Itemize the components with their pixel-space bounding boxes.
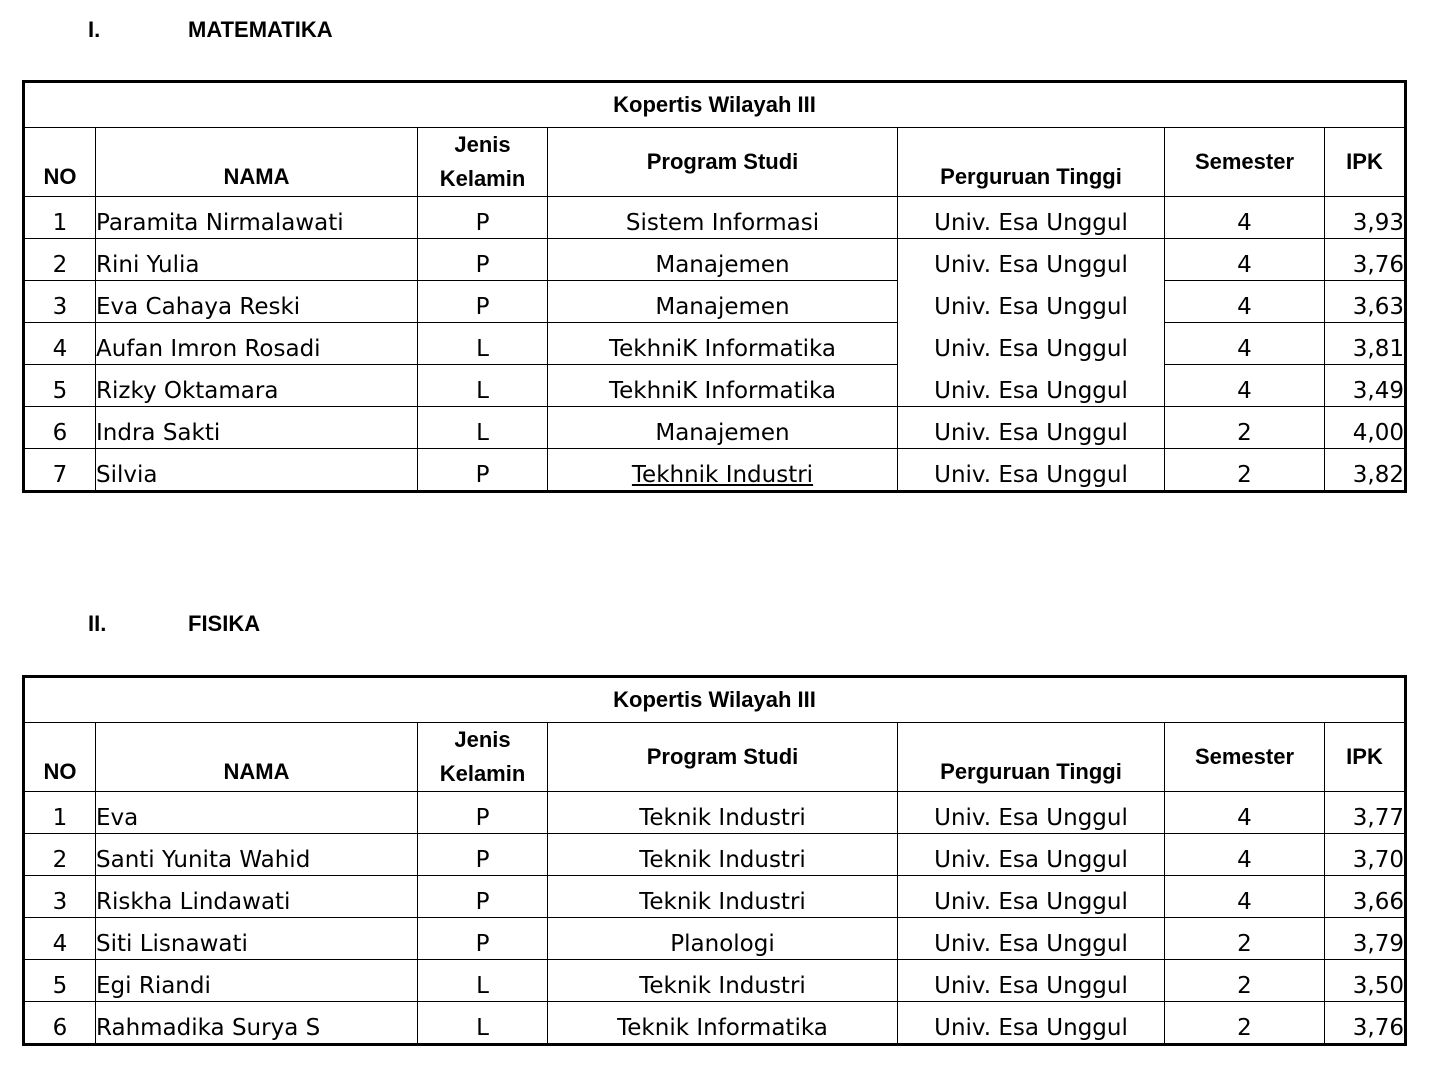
table-row [24, 876, 1406, 918]
header-nama: NAMA [96, 128, 418, 197]
cell-nama: Indra Sakti [96, 407, 418, 449]
cell-perguruan-tinggi: Univ. Esa Unggul [898, 197, 1165, 239]
header-semester: Semester [1165, 128, 1325, 197]
header-program-studi: Program Studi [548, 128, 898, 197]
cell-ipk: 3,76 [1325, 239, 1406, 281]
cell-jenis-kelamin: P [418, 792, 548, 834]
cell-semester: 2 [1165, 1002, 1325, 1045]
cell-perguruan-tinggi: Univ. Esa Unggul [898, 281, 1165, 323]
cell-perguruan-tinggi: Univ. Esa Unggul [898, 449, 1165, 492]
section-title: MATEMATIKA [188, 17, 333, 42]
header-perguruan-tinggi: Perguruan Tinggi [898, 128, 1165, 197]
cell-jenis-kelamin: P [418, 918, 548, 960]
cell-semester: 4 [1165, 792, 1325, 834]
cell-no: 6 [24, 1002, 96, 1045]
table-caption: Kopertis Wilayah III [24, 677, 1406, 723]
table-row [24, 834, 1406, 876]
cell-perguruan-tinggi: Univ. Esa Unggul [898, 239, 1165, 281]
cell-program-studi: TekhniK Informatika [548, 365, 898, 407]
header-ipk: IPK [1325, 128, 1406, 197]
header-program-studi: Program Studi [548, 723, 898, 792]
cell-perguruan-tinggi: Univ. Esa Unggul [898, 365, 1165, 407]
cell-ipk: 3,76 [1325, 1002, 1406, 1045]
cell-program-studi: Planologi [548, 918, 898, 960]
cell-no: 4 [24, 323, 96, 365]
cell-program-studi: Teknik Industri [548, 792, 898, 834]
cell-no: 3 [24, 876, 96, 918]
cell-no: 2 [24, 239, 96, 281]
cell-ipk: 3,70 [1325, 834, 1406, 876]
cell-perguruan-tinggi: Univ. Esa Unggul [898, 792, 1165, 834]
table-row [24, 1002, 1406, 1045]
cell-semester: 4 [1165, 876, 1325, 918]
cell-nama: Eva Cahaya Reski [96, 281, 418, 323]
header-jenis-kelamin [418, 128, 548, 197]
cell-perguruan-tinggi: Univ. Esa Unggul [898, 1002, 1165, 1045]
table-row [24, 323, 1406, 365]
section-number: II. [88, 611, 107, 636]
cell-jenis-kelamin: P [418, 197, 548, 239]
cell-nama: Silvia [96, 449, 418, 492]
cell-nama: Rizky Oktamara [96, 365, 418, 407]
header-jenis-kelamin [418, 723, 548, 792]
cell-semester: 4 [1165, 323, 1325, 365]
cell-ipk: 3,50 [1325, 960, 1406, 1002]
cell-program-studi-text: Tekhnik Industri [631, 462, 814, 488]
table-row [24, 365, 1406, 407]
table-row [24, 918, 1406, 960]
cell-semester: 4 [1165, 239, 1325, 281]
cell-no: 7 [24, 449, 96, 492]
cell-ipk: 3,63 [1325, 281, 1406, 323]
cell-no: 5 [24, 365, 96, 407]
cell-perguruan-tinggi: Univ. Esa Unggul [898, 960, 1165, 1002]
cell-no: 1 [24, 792, 96, 834]
cell-semester: 4 [1165, 834, 1325, 876]
table-row [24, 792, 1406, 834]
cell-jenis-kelamin: P [418, 876, 548, 918]
table-row [24, 197, 1406, 239]
cell-ipk: 3,66 [1325, 876, 1406, 918]
cell-nama: Riskha Lindawati [96, 876, 418, 918]
cell-nama: Santi Yunita Wahid [96, 834, 418, 876]
cell-perguruan-tinggi: Univ. Esa Unggul [898, 918, 1165, 960]
cell-program-studi: Manajemen [548, 281, 898, 323]
cell-perguruan-tinggi: Univ. Esa Unggul [898, 407, 1165, 449]
header-jenis-line1: Jenis [454, 727, 511, 752]
section-title: FISIKA [188, 611, 261, 636]
cell-jenis-kelamin: L [418, 960, 548, 1002]
cell-ipk: 3,49 [1325, 365, 1406, 407]
cell-program-studi: TekhniK Informatika [548, 323, 898, 365]
header-perguruan-tinggi: Perguruan Tinggi [898, 723, 1165, 792]
cell-jenis-kelamin: L [418, 407, 548, 449]
table-caption: Kopertis Wilayah III [24, 82, 1406, 128]
cell-no: 6 [24, 407, 96, 449]
cell-jenis-kelamin: P [418, 449, 548, 492]
cell-no: 1 [24, 197, 96, 239]
cell-jenis-kelamin: P [418, 239, 548, 281]
cell-nama: Siti Lisnawati [96, 918, 418, 960]
table-row [24, 281, 1406, 323]
cell-program-studi: Manajemen [548, 239, 898, 281]
header-semester: Semester [1165, 723, 1325, 792]
table-row [24, 239, 1406, 281]
cell-ipk: 3,79 [1325, 918, 1406, 960]
cell-semester: 4 [1165, 197, 1325, 239]
cell-program-studi [548, 449, 898, 492]
cell-semester: 2 [1165, 449, 1325, 492]
cell-perguruan-tinggi: Univ. Esa Unggul [898, 323, 1165, 365]
cell-nama: Aufan Imron Rosadi [96, 323, 418, 365]
cell-no: 5 [24, 960, 96, 1002]
header-jenis-line2: Kelamin [439, 761, 526, 786]
cell-program-studi: Teknik Informatika [548, 1002, 898, 1045]
header-jenis-line2: Kelamin [439, 166, 526, 191]
cell-nama: Eva [96, 792, 418, 834]
cell-ipk: 3,81 [1325, 323, 1406, 365]
section-number: I. [88, 17, 101, 42]
cell-program-studi: Teknik Industri [548, 876, 898, 918]
cell-no: 3 [24, 281, 96, 323]
cell-perguruan-tinggi: Univ. Esa Unggul [898, 834, 1165, 876]
cell-program-studi: Sistem Informasi [548, 197, 898, 239]
cell-program-studi: Manajemen [548, 407, 898, 449]
cell-jenis-kelamin: L [418, 365, 548, 407]
cell-nama: Paramita Nirmalawati [96, 197, 418, 239]
cell-jenis-kelamin: P [418, 281, 548, 323]
cell-no: 2 [24, 834, 96, 876]
cell-nama: Egi Riandi [96, 960, 418, 1002]
cell-ipk: 3,82 [1325, 449, 1406, 492]
table-row [24, 407, 1406, 449]
table-row [24, 449, 1406, 492]
cell-no: 4 [24, 918, 96, 960]
header-no: NO [24, 128, 96, 197]
cell-semester: 2 [1165, 918, 1325, 960]
cell-perguruan-tinggi: Univ. Esa Unggul [898, 876, 1165, 918]
cell-ipk: 4,00 [1325, 407, 1406, 449]
header-jenis-line1: Jenis [454, 132, 511, 157]
cell-jenis-kelamin: L [418, 1002, 548, 1045]
students-table-fisika [22, 675, 1407, 1046]
cell-nama: Rahmadika Surya S [96, 1002, 418, 1045]
cell-ipk: 3,93 [1325, 197, 1406, 239]
cell-jenis-kelamin: L [418, 323, 548, 365]
header-nama: NAMA [96, 723, 418, 792]
cell-jenis-kelamin: P [418, 834, 548, 876]
header-ipk: IPK [1325, 723, 1406, 792]
cell-nama: Rini Yulia [96, 239, 418, 281]
cell-semester: 2 [1165, 960, 1325, 1002]
cell-semester: 4 [1165, 281, 1325, 323]
cell-semester: 4 [1165, 365, 1325, 407]
cell-program-studi: Teknik Industri [548, 960, 898, 1002]
cell-program-studi: Teknik Industri [548, 834, 898, 876]
header-no: NO [24, 723, 96, 792]
cell-ipk: 3,77 [1325, 792, 1406, 834]
cell-semester: 2 [1165, 407, 1325, 449]
students-table-matematika [22, 80, 1407, 493]
table-row [24, 960, 1406, 1002]
